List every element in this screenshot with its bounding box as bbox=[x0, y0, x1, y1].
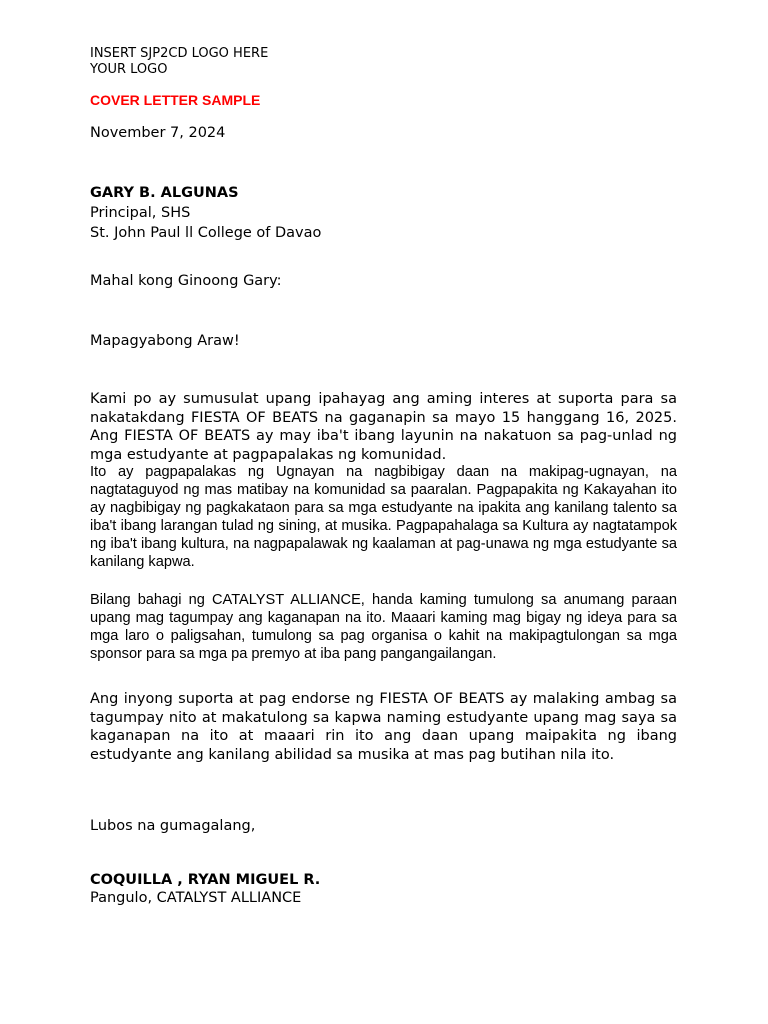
body-paragraph-3: Ang inyong suporta at pag endorse ng FIESTA OF BEATS ay malaking ambag sa tagumpay nito at makatulong sa kapwa naming estudyante upang mag saya sa kaganapan na ito at maaari rin ito ang daan upang maipakita ng ibang estudyante ang kanilang abilidad sa musika at mas pag butihan nila ito. bbox=[90, 691, 677, 763]
recipient-position: Principal, SHS bbox=[90, 205, 191, 221]
sender-position: Pangulo, CATALYST ALLIANCE bbox=[90, 890, 302, 906]
logo-placeholder: INSERT SJP2CD LOGO HERE bbox=[90, 46, 269, 61]
salutation: Mahal kong Ginoong Gary: bbox=[90, 273, 282, 289]
letter-date: November 7, 2024 bbox=[90, 125, 226, 141]
body-paragraph-2: Bilang bahagi ng CATALYST ALLIANCE, handa kaming tumulong sa anumang paraan upang mag tagumpay ang kaganapan na ito. Maaari kaming mag bigay ng ideya para sa mga laro o paligsahan, tumulong sa pag organisa o kahit na makipagtulongan sa mga sponsor para sa mga pa premyo at iba pang pangangailangan. bbox=[90, 592, 677, 662]
your-logo-label: YOUR LOGO bbox=[90, 62, 168, 77]
cover-letter-title: COVER LETTER SAMPLE bbox=[90, 92, 261, 108]
recipient-name: GARY B. ALGUNAS bbox=[90, 185, 239, 201]
sender-name: COQUILLA , RYAN MIGUEL R. bbox=[90, 872, 321, 888]
body-paragraph-1a: Kami po ay sumusulat upang ipahayag ang aming interes at suporta para sa nakatakdang FIESTA OF BEATS na gaganapin sa mayo 15 hanggang 16, 2025. Ang FIESTA OF BEATS ay may iba't ibang layunin na nakatuon sa pag-unlad ng mga estudyante at pagpapalakas ng komunidad. bbox=[90, 391, 677, 463]
greeting: Mapagyabong Araw! bbox=[90, 333, 240, 349]
recipient-institution: St. John Paul ll College of Davao bbox=[90, 225, 322, 241]
body-paragraph-1b: Ito ay pagpapalakas ng Ugnayan na nagbibigay daan na makipag-ugnayan, na nagtataguyod ng mas matibay na komunidad sa paaralan. Pagpapakita ng Kakayahan ito ay nagbibigay ng pagkakataon para sa mga estudyante na ipakita ang kanilang talento sa iba't ibang larangan tulad ng sining, at musika. Pagpapahalaga sa Kultura ay nagtatampok ng iba't ibang kultura, na nagpapalawak ng kaalaman at pag-unawa ng mga estudyante sa kanilang kapwa. bbox=[90, 464, 677, 570]
closing: Lubos na gumagalang, bbox=[90, 818, 256, 834]
